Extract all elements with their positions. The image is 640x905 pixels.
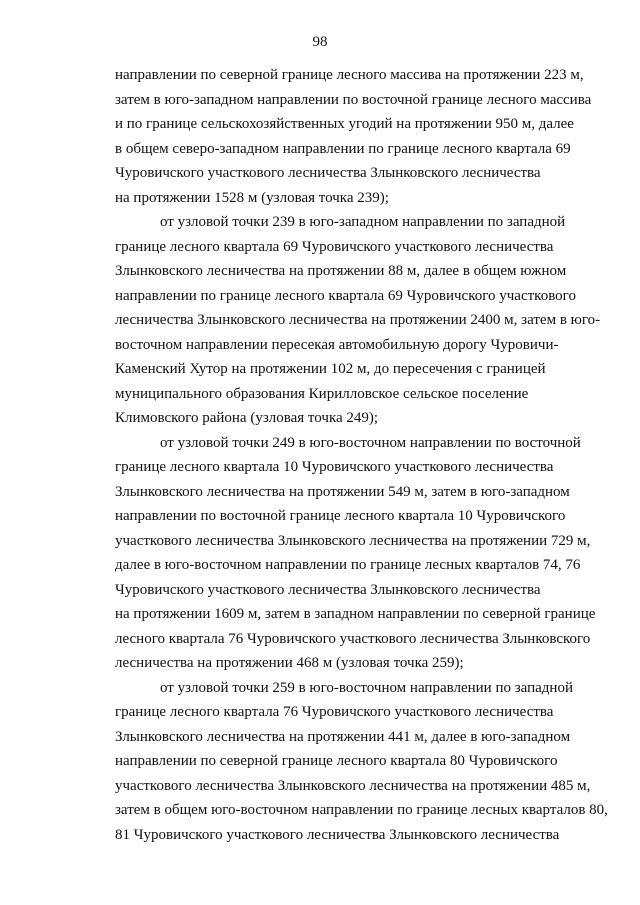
text-line: на протяжении 1609 м, затем в западном направлении по северной границе [115, 606, 596, 622]
text-line: лесничества Злынковского лесничества на протяжении 2400 м, затем в юго- [115, 312, 601, 328]
text-line: участкового лесничества Злынковского лесничества на протяжении 729 м, [115, 532, 591, 549]
text-line: Каменский Хутор на протяжении 102 м, до пересечения с границей [115, 361, 546, 377]
text-line: лесничества на протяжении 468 м (узловая точка 259); [115, 655, 464, 671]
body-text [115, 63, 608, 847]
text-line: затем в общем юго-восточном направлении по границе лесных кварталов 80, [115, 802, 608, 818]
text-line: лесного квартала 76 Чуровичского участкового лесничества Злынковского [115, 630, 591, 647]
text-line: Злынковского лесничества на протяжении 441 м, далее в юго-западном [115, 728, 571, 745]
page-number: 98 [312, 34, 328, 50]
text-line: направлении по границе лесного квартала 69 Чуровичского участкового [115, 287, 576, 304]
text-line: Климовского района (узловая точка 249); [115, 410, 379, 426]
text-line: границе лесного квартала 76 Чуровичского участкового лесничества [115, 704, 554, 720]
text-line: от узловой точки 249 в юго-восточном направлении по восточной [160, 434, 581, 451]
text-line: направлении по северной границе лесного массива на протяжении 223 м, [115, 67, 584, 83]
text-line: восточном направлении пересекая автомобильную дорогу Чуровичи- [115, 336, 559, 353]
text-line: Злынковского лесничества на протяжении 549 м, затем в юго-западном [115, 483, 570, 500]
text-line: направлении по северной границе лесного квартала 80 Чуровичского [115, 753, 558, 769]
text-line: далее в юго-восточном направлении по границе лесных кварталов 74, 76 [115, 557, 581, 573]
text-line: затем в юго-западном направлении по восточной границе лесного массива [115, 91, 592, 108]
text-line: 81 Чуровичского участкового лесничества Злынковского лесничества [115, 826, 560, 843]
text-line: муниципального образования Кирилловское сельское поселение [115, 385, 529, 402]
text-line: от узловой точки 239 в юго-западном направлении по западной [160, 214, 566, 230]
text-line: и по границе сельскохозяйственных угодий на протяжении 950 м, далее [115, 116, 574, 132]
text-line: Злынковского лесничества на протяжении 88 м, далее в общем южном [115, 263, 567, 279]
text-line: в общем северо-западном направлении по границе лесного квартала 69 [115, 140, 571, 157]
text-line: границе лесного квартала 69 Чуровичского участкового лесничества [115, 238, 554, 255]
text-line: границе лесного квартала 10 Чуровичского участкового лесничества [115, 459, 554, 475]
text-line: от узловой точки 259 в юго-восточном направлении по западной [160, 679, 573, 696]
text-line: Чуровичского участкового лесничества Злынковского лесничества [115, 581, 541, 598]
text-line: на протяжении 1528 м (узловая точка 239); [115, 189, 389, 206]
text-line: Чуровичского участкового лесничества Злынковского лесничества [115, 165, 541, 181]
text-line: участкового лесничества Злынковского лесничества на протяжении 485 м, [115, 777, 591, 794]
text-line: направлении по восточной границе лесного квартала 10 Чуровичского [115, 508, 566, 524]
